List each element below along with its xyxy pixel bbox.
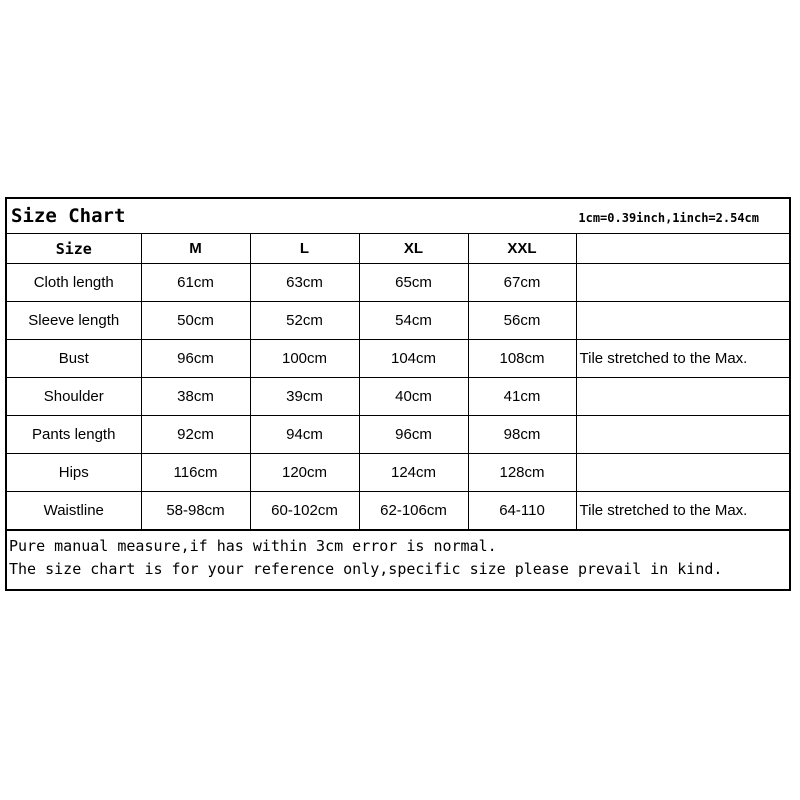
remark-cell: Tile stretched to the Max.	[576, 492, 789, 530]
note-line: Pure manual measure,if has within 3cm error is normal.	[9, 537, 497, 555]
table-row	[7, 492, 789, 530]
size-value: 56cm	[468, 302, 576, 340]
header-cell: L	[250, 234, 359, 264]
remark-cell	[576, 416, 789, 454]
unit-conversion: 1cm=0.39inch,1inch=2.54cm	[578, 211, 759, 225]
header-cell	[576, 234, 789, 264]
table-row	[7, 378, 789, 416]
size-value: 60-102cm	[250, 492, 359, 530]
chart-title: Size Chart	[11, 205, 126, 227]
size-value: 63cm	[250, 264, 359, 302]
notes	[7, 530, 789, 589]
remark-cell	[576, 454, 789, 492]
table-row	[7, 454, 789, 492]
measure-label: Bust	[7, 340, 141, 378]
size-value: 116cm	[141, 454, 250, 492]
table-row	[7, 416, 789, 454]
size-value: 100cm	[250, 340, 359, 378]
size-value: 39cm	[250, 378, 359, 416]
size-value: 58-98cm	[141, 492, 250, 530]
measure-label: Pants length	[7, 416, 141, 454]
remark-cell	[576, 378, 789, 416]
size-value: 40cm	[359, 378, 468, 416]
size-value: 64-110	[468, 492, 576, 530]
remark-cell: Tile stretched to the Max.	[576, 340, 789, 378]
table-row	[7, 302, 789, 340]
size-value: 67cm	[468, 264, 576, 302]
table-row	[7, 340, 789, 378]
size-value: 38cm	[141, 378, 250, 416]
size-value: 120cm	[250, 454, 359, 492]
note-line: The size chart is for your reference only,specific size please prevail in kind.	[9, 560, 723, 578]
title-row	[7, 199, 789, 234]
size-chart	[5, 197, 791, 591]
measure-label: Hips	[7, 454, 141, 492]
remark-cell	[576, 264, 789, 302]
size-value: 96cm	[141, 340, 250, 378]
size-value: 128cm	[468, 454, 576, 492]
size-value: 92cm	[141, 416, 250, 454]
header-cell: XXL	[468, 234, 576, 264]
measure-label: Shoulder	[7, 378, 141, 416]
size-value: 65cm	[359, 264, 468, 302]
size-value: 41cm	[468, 378, 576, 416]
measure-label: Cloth length	[7, 264, 141, 302]
header-row	[7, 234, 789, 264]
size-value: 96cm	[359, 416, 468, 454]
measure-label: Waistline	[7, 492, 141, 530]
remark-cell	[576, 302, 789, 340]
size-table	[7, 234, 789, 530]
table-row	[7, 264, 789, 302]
header-cell: XL	[359, 234, 468, 264]
size-value: 50cm	[141, 302, 250, 340]
header-cell: Size	[7, 234, 141, 264]
size-value: 124cm	[359, 454, 468, 492]
size-value: 94cm	[250, 416, 359, 454]
size-value: 104cm	[359, 340, 468, 378]
size-value: 108cm	[468, 340, 576, 378]
size-value: 98cm	[468, 416, 576, 454]
size-value: 52cm	[250, 302, 359, 340]
size-value: 54cm	[359, 302, 468, 340]
size-value: 61cm	[141, 264, 250, 302]
header-cell: M	[141, 234, 250, 264]
size-value: 62-106cm	[359, 492, 468, 530]
measure-label: Sleeve length	[7, 302, 141, 340]
